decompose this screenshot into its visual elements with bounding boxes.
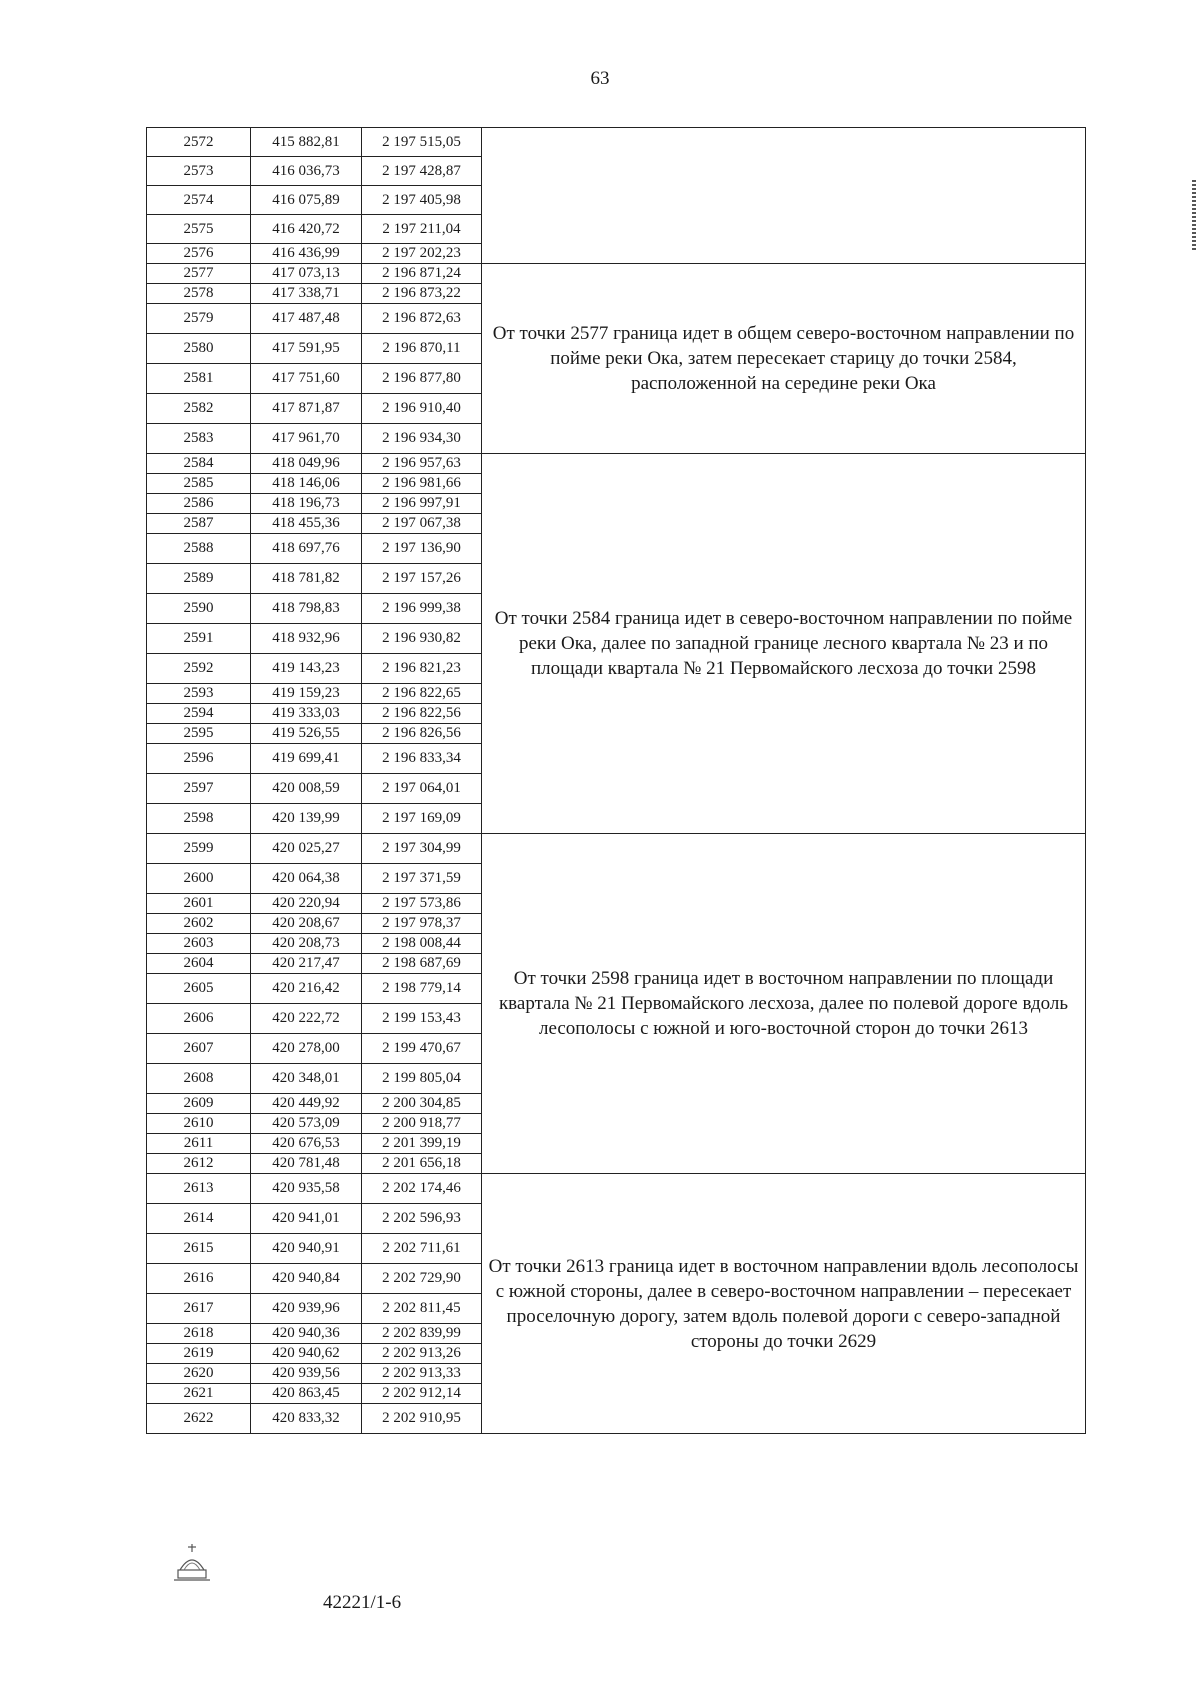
x-coordinate: 417 073,13 <box>251 264 362 284</box>
x-coordinate: 420 220,94 <box>251 894 362 914</box>
x-coordinate: 420 278,00 <box>251 1034 362 1064</box>
x-coordinate: 420 676,53 <box>251 1134 362 1154</box>
y-coordinate: 2 197 371,59 <box>362 864 482 894</box>
point-number: 2605 <box>147 974 251 1004</box>
y-coordinate: 2 196 822,65 <box>362 684 482 704</box>
x-coordinate: 420 935,58 <box>251 1174 362 1204</box>
y-coordinate: 2 196 997,91 <box>362 494 482 514</box>
point-number: 2595 <box>147 724 251 744</box>
y-coordinate: 2 197 202,23 <box>362 244 482 264</box>
point-number: 2594 <box>147 704 251 724</box>
point-number: 2573 <box>147 157 251 186</box>
y-coordinate: 2 197 157,26 <box>362 564 482 594</box>
y-coordinate: 2 197 211,04 <box>362 215 482 244</box>
x-coordinate: 420 940,91 <box>251 1234 362 1264</box>
point-number: 2621 <box>147 1384 251 1404</box>
y-coordinate: 2 197 304,99 <box>362 834 482 864</box>
x-coordinate: 420 217,47 <box>251 954 362 974</box>
boundary-description: От точки 2598 граница идет в восточном направлении по площади квартала № 21 Первомайского лесхоза, далее по полевой дороге вдоль лесополосы с южной и юго-восточной сторон до точки 2613 <box>482 834 1086 1174</box>
x-coordinate: 420 222,72 <box>251 1004 362 1034</box>
y-coordinate: 2 196 930,82 <box>362 624 482 654</box>
point-number: 2593 <box>147 684 251 704</box>
y-coordinate: 2 196 821,23 <box>362 654 482 684</box>
y-coordinate: 2 198 779,14 <box>362 974 482 1004</box>
y-coordinate: 2 200 304,85 <box>362 1094 482 1114</box>
point-number: 2597 <box>147 774 251 804</box>
y-coordinate: 2 200 918,77 <box>362 1114 482 1134</box>
x-coordinate: 420 064,38 <box>251 864 362 894</box>
point-number: 2576 <box>147 244 251 264</box>
x-coordinate: 418 932,96 <box>251 624 362 654</box>
point-number: 2600 <box>147 864 251 894</box>
x-coordinate: 416 036,73 <box>251 157 362 186</box>
y-coordinate: 2 202 839,99 <box>362 1324 482 1344</box>
point-number: 2615 <box>147 1234 251 1264</box>
y-coordinate: 2 202 912,14 <box>362 1384 482 1404</box>
x-coordinate: 420 208,67 <box>251 914 362 934</box>
y-coordinate: 2 196 826,56 <box>362 724 482 744</box>
y-coordinate: 2 202 913,33 <box>362 1364 482 1384</box>
x-coordinate: 420 573,09 <box>251 1114 362 1134</box>
point-number: 2614 <box>147 1204 251 1234</box>
point-number: 2596 <box>147 744 251 774</box>
y-coordinate: 2 197 169,09 <box>362 804 482 834</box>
page-number: 63 <box>590 68 610 89</box>
x-coordinate: 420 863,45 <box>251 1384 362 1404</box>
y-coordinate: 2 197 428,87 <box>362 157 482 186</box>
x-coordinate: 419 159,23 <box>251 684 362 704</box>
table-row <box>147 1174 1086 1204</box>
point-number: 2574 <box>147 186 251 215</box>
y-coordinate: 2 197 405,98 <box>362 186 482 215</box>
point-number: 2572 <box>147 128 251 157</box>
y-coordinate: 2 199 153,43 <box>362 1004 482 1034</box>
point-number: 2617 <box>147 1294 251 1324</box>
point-number: 2619 <box>147 1344 251 1364</box>
point-number: 2581 <box>147 364 251 394</box>
point-number: 2586 <box>147 494 251 514</box>
point-number: 2607 <box>147 1034 251 1064</box>
y-coordinate: 2 202 811,45 <box>362 1294 482 1324</box>
y-coordinate: 2 201 399,19 <box>362 1134 482 1154</box>
x-coordinate: 417 338,71 <box>251 284 362 304</box>
point-number: 2591 <box>147 624 251 654</box>
point-number: 2575 <box>147 215 251 244</box>
x-coordinate: 420 940,84 <box>251 1264 362 1294</box>
boundary-description <box>482 128 1086 264</box>
point-number: 2587 <box>147 514 251 534</box>
boundary-description: От точки 2584 граница идет в северо-восточном направлении по пойме реки Ока, далее по западной границе лесного квартала № 23 и по площади квартала № 21 Первомайского лесхоза до точки 2598 <box>482 454 1086 834</box>
y-coordinate: 2 196 873,22 <box>362 284 482 304</box>
x-coordinate: 420 940,36 <box>251 1324 362 1344</box>
x-coordinate: 419 333,03 <box>251 704 362 724</box>
y-coordinate: 2 196 822,56 <box>362 704 482 724</box>
point-number: 2611 <box>147 1134 251 1154</box>
x-coordinate: 416 075,89 <box>251 186 362 215</box>
point-number: 2603 <box>147 934 251 954</box>
y-coordinate: 2 196 877,80 <box>362 364 482 394</box>
x-coordinate: 420 208,73 <box>251 934 362 954</box>
x-coordinate: 420 025,27 <box>251 834 362 864</box>
y-coordinate: 2 199 470,67 <box>362 1034 482 1064</box>
y-coordinate: 2 196 833,34 <box>362 744 482 774</box>
x-coordinate: 420 216,42 <box>251 974 362 1004</box>
point-number: 2578 <box>147 284 251 304</box>
y-coordinate: 2 202 910,95 <box>362 1404 482 1434</box>
y-coordinate: 2 196 872,63 <box>362 304 482 334</box>
point-number: 2583 <box>147 424 251 454</box>
y-coordinate: 2 197 067,38 <box>362 514 482 534</box>
x-coordinate: 418 781,82 <box>251 564 362 594</box>
point-number: 2622 <box>147 1404 251 1434</box>
x-coordinate: 418 798,83 <box>251 594 362 624</box>
boundary-description: От точки 2613 граница идет в восточном направлении вдоль лесополосы с южной стороны, далее в северо-восточном направлении – пересекает проселочную дорогу, затем вдоль полевой дороги с северо-западной стороны до точки 2629 <box>482 1174 1086 1434</box>
point-number: 2598 <box>147 804 251 834</box>
y-coordinate: 2 197 064,01 <box>362 774 482 804</box>
y-coordinate: 2 201 656,18 <box>362 1154 482 1174</box>
y-coordinate: 2 202 729,90 <box>362 1264 482 1294</box>
y-coordinate: 2 197 573,86 <box>362 894 482 914</box>
y-coordinate: 2 196 957,63 <box>362 454 482 474</box>
x-coordinate: 420 348,01 <box>251 1064 362 1094</box>
x-coordinate: 420 940,62 <box>251 1344 362 1364</box>
point-number: 2612 <box>147 1154 251 1174</box>
x-coordinate: 417 961,70 <box>251 424 362 454</box>
x-coordinate: 420 008,59 <box>251 774 362 804</box>
y-coordinate: 2 196 870,11 <box>362 334 482 364</box>
point-number: 2616 <box>147 1264 251 1294</box>
x-coordinate: 417 871,87 <box>251 394 362 424</box>
y-coordinate: 2 202 596,93 <box>362 1204 482 1234</box>
point-number: 2580 <box>147 334 251 364</box>
boundary-description: От точки 2577 граница идет в общем северо-восточном направлении по пойме реки Ока, затем пересекает старицу до точки 2584, расположенной на середине реки Ока <box>482 264 1086 454</box>
point-number: 2585 <box>147 474 251 494</box>
point-number: 2590 <box>147 594 251 624</box>
x-coordinate: 419 699,41 <box>251 744 362 774</box>
point-number: 2601 <box>147 894 251 914</box>
point-number: 2609 <box>147 1094 251 1114</box>
y-coordinate: 2 202 174,46 <box>362 1174 482 1204</box>
point-number: 2618 <box>147 1324 251 1344</box>
table-row <box>147 454 1086 474</box>
point-number: 2613 <box>147 1174 251 1204</box>
point-number: 2608 <box>147 1064 251 1094</box>
x-coordinate: 415 882,81 <box>251 128 362 157</box>
x-coordinate: 420 781,48 <box>251 1154 362 1174</box>
x-coordinate: 419 143,23 <box>251 654 362 684</box>
x-coordinate: 419 526,55 <box>251 724 362 744</box>
y-coordinate: 2 199 805,04 <box>362 1064 482 1094</box>
document-code: 42221/1-6 <box>323 1592 402 1613</box>
x-coordinate: 416 436,99 <box>251 244 362 264</box>
point-number: 2588 <box>147 534 251 564</box>
x-coordinate: 417 591,95 <box>251 334 362 364</box>
x-coordinate: 420 939,56 <box>251 1364 362 1384</box>
table-row <box>147 834 1086 864</box>
y-coordinate: 2 202 913,26 <box>362 1344 482 1364</box>
point-number: 2582 <box>147 394 251 424</box>
coordinates-table <box>146 127 1086 1434</box>
point-number: 2584 <box>147 454 251 474</box>
x-coordinate: 418 049,96 <box>251 454 362 474</box>
x-coordinate: 418 697,76 <box>251 534 362 564</box>
coordinates-table-container <box>146 127 1085 1434</box>
x-coordinate: 416 420,72 <box>251 215 362 244</box>
point-number: 2606 <box>147 1004 251 1034</box>
y-coordinate: 2 196 934,30 <box>362 424 482 454</box>
y-coordinate: 2 197 515,05 <box>362 128 482 157</box>
point-number: 2577 <box>147 264 251 284</box>
point-number: 2620 <box>147 1364 251 1384</box>
y-coordinate: 2 196 981,66 <box>362 474 482 494</box>
x-coordinate: 420 941,01 <box>251 1204 362 1234</box>
x-coordinate: 420 449,92 <box>251 1094 362 1114</box>
x-coordinate: 418 455,36 <box>251 514 362 534</box>
x-coordinate: 418 196,73 <box>251 494 362 514</box>
table-row <box>147 264 1086 284</box>
y-coordinate: 2 198 687,69 <box>362 954 482 974</box>
x-coordinate: 420 833,32 <box>251 1404 362 1434</box>
table-row <box>147 128 1086 157</box>
x-coordinate: 417 487,48 <box>251 304 362 334</box>
scan-edge-mark <box>1192 180 1196 250</box>
x-coordinate: 418 146,06 <box>251 474 362 494</box>
y-coordinate: 2 198 008,44 <box>362 934 482 954</box>
y-coordinate: 2 197 136,90 <box>362 534 482 564</box>
y-coordinate: 2 197 978,37 <box>362 914 482 934</box>
point-number: 2610 <box>147 1114 251 1134</box>
point-number: 2599 <box>147 834 251 864</box>
point-number: 2602 <box>147 914 251 934</box>
point-number: 2579 <box>147 304 251 334</box>
x-coordinate: 417 751,60 <box>251 364 362 394</box>
y-coordinate: 2 196 999,38 <box>362 594 482 624</box>
x-coordinate: 420 139,99 <box>251 804 362 834</box>
point-number: 2592 <box>147 654 251 684</box>
point-number: 2604 <box>147 954 251 974</box>
y-coordinate: 2 196 871,24 <box>362 264 482 284</box>
y-coordinate: 2 196 910,40 <box>362 394 482 424</box>
y-coordinate: 2 202 711,61 <box>362 1234 482 1264</box>
x-coordinate: 420 939,96 <box>251 1294 362 1324</box>
point-number: 2589 <box>147 564 251 594</box>
organization-logo <box>170 1540 214 1584</box>
